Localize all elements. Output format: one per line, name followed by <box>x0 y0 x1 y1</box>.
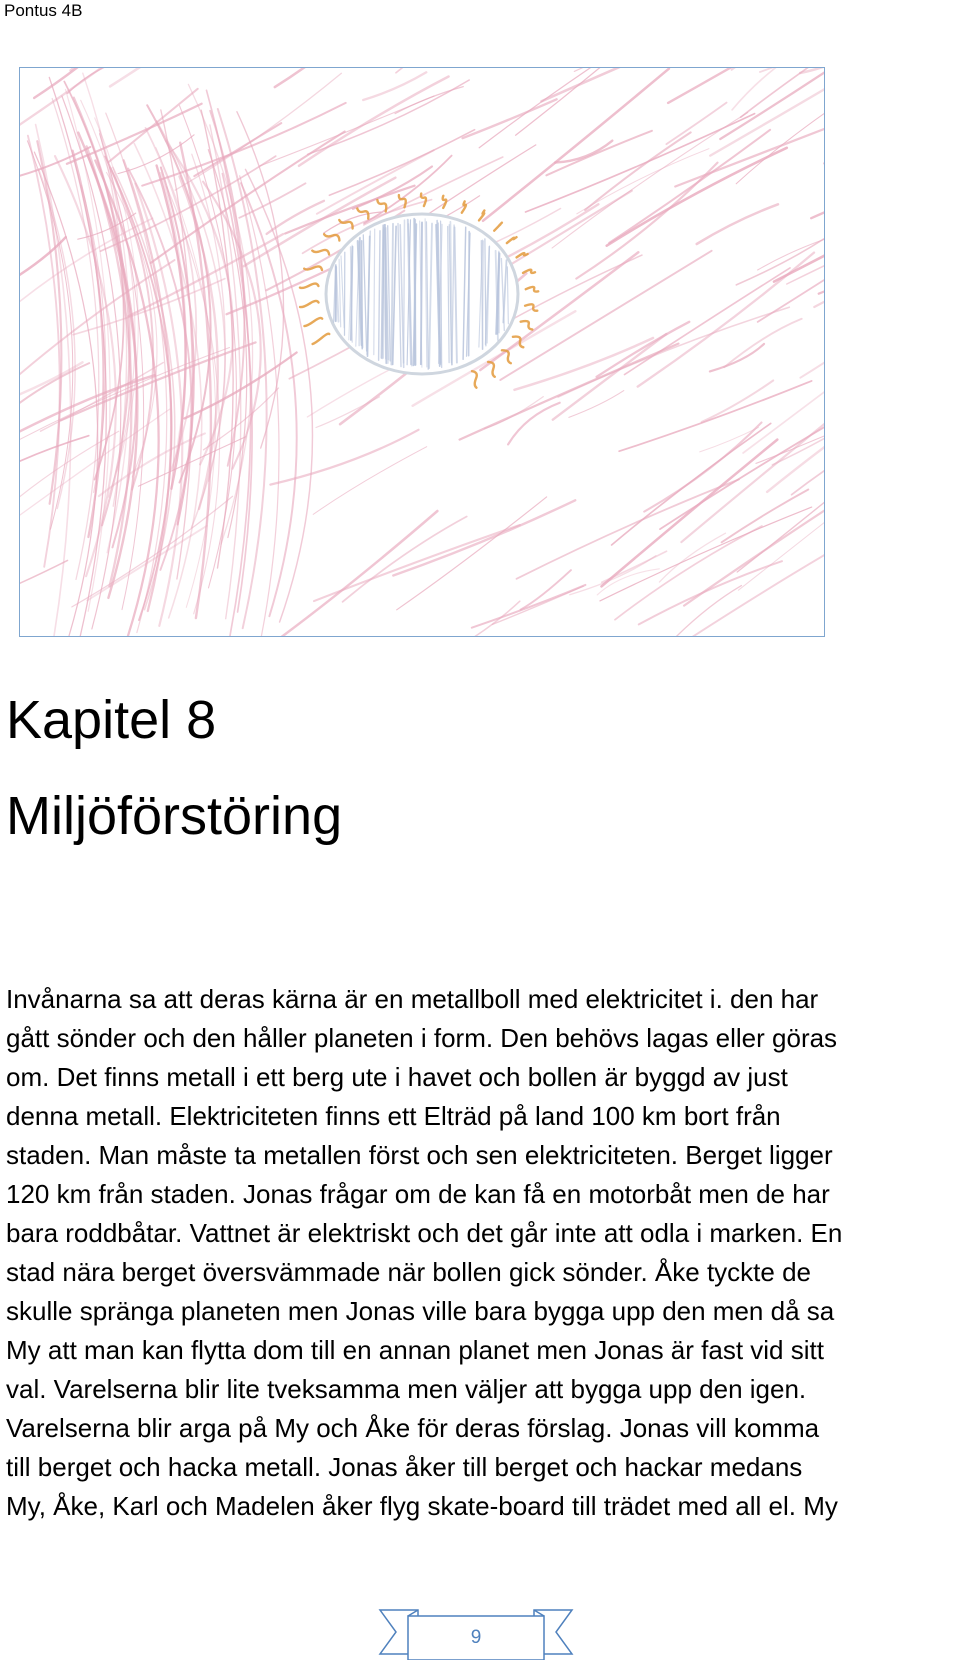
illustration-frame <box>19 67 825 637</box>
body-line: My att man kan flytta dom till en annan planet men Jonas är fast vid sitt <box>6 1335 824 1365</box>
body-line: staden. Man måste ta metallen först och sen elektriciteten. Berget ligger <box>6 1140 833 1170</box>
body-line: 120 km från staden. Jonas frågar om de kan få en motorbåt men de har <box>6 1179 830 1209</box>
chapter-subtitle: Miljöförstöring <box>6 786 343 846</box>
planet-core-drawing <box>20 68 824 636</box>
body-line: gått sönder och den håller planeten i form. Den behövs lagas eller göras <box>6 1023 838 1053</box>
body-line: My, Åke, Karl och Madelen åker flyg skate-board till trädet med all el. My <box>6 1491 838 1521</box>
body-line: Varelserna blir arga på My och Åke för deras förslag. Jonas vill komma <box>6 1413 820 1443</box>
chapter-body-text <box>6 980 958 1526</box>
page-number: 9 <box>470 1627 482 1648</box>
metal-ball-drawing <box>326 214 518 374</box>
body-line: skulle spränga planeten men Jonas ville bara bygga upp den men då sa <box>6 1296 835 1326</box>
body-line: denna metall. Elektriciteten finns ett Elträd på land 100 km bort från <box>6 1101 781 1131</box>
body-line: Invånarna sa att deras kärna är en metallboll med elektricitet i. den har <box>6 984 819 1014</box>
chapter-title: Kapitel 8 <box>6 690 217 750</box>
page-header-author: Pontus 4B <box>4 1 83 20</box>
body-line: om. Det finns metall i ett berg ute i havet och bollen är byggd av just <box>6 1062 788 1092</box>
body-line: till berget och hacka metall. Jonas åker till berget och hackar medans <box>6 1452 803 1482</box>
body-line: bara roddbåtar. Vattnet är elektriskt och det går inte att odla i marken. En <box>6 1218 843 1248</box>
body-line: stad nära berget översvämmade när bollen gick sönder. Åke tyckte de <box>6 1257 811 1287</box>
body-line: val. Varelserna blir lite tveksamma men väljer att bygga upp den igen. <box>6 1374 807 1404</box>
page-number-ribbon <box>378 1598 574 1660</box>
